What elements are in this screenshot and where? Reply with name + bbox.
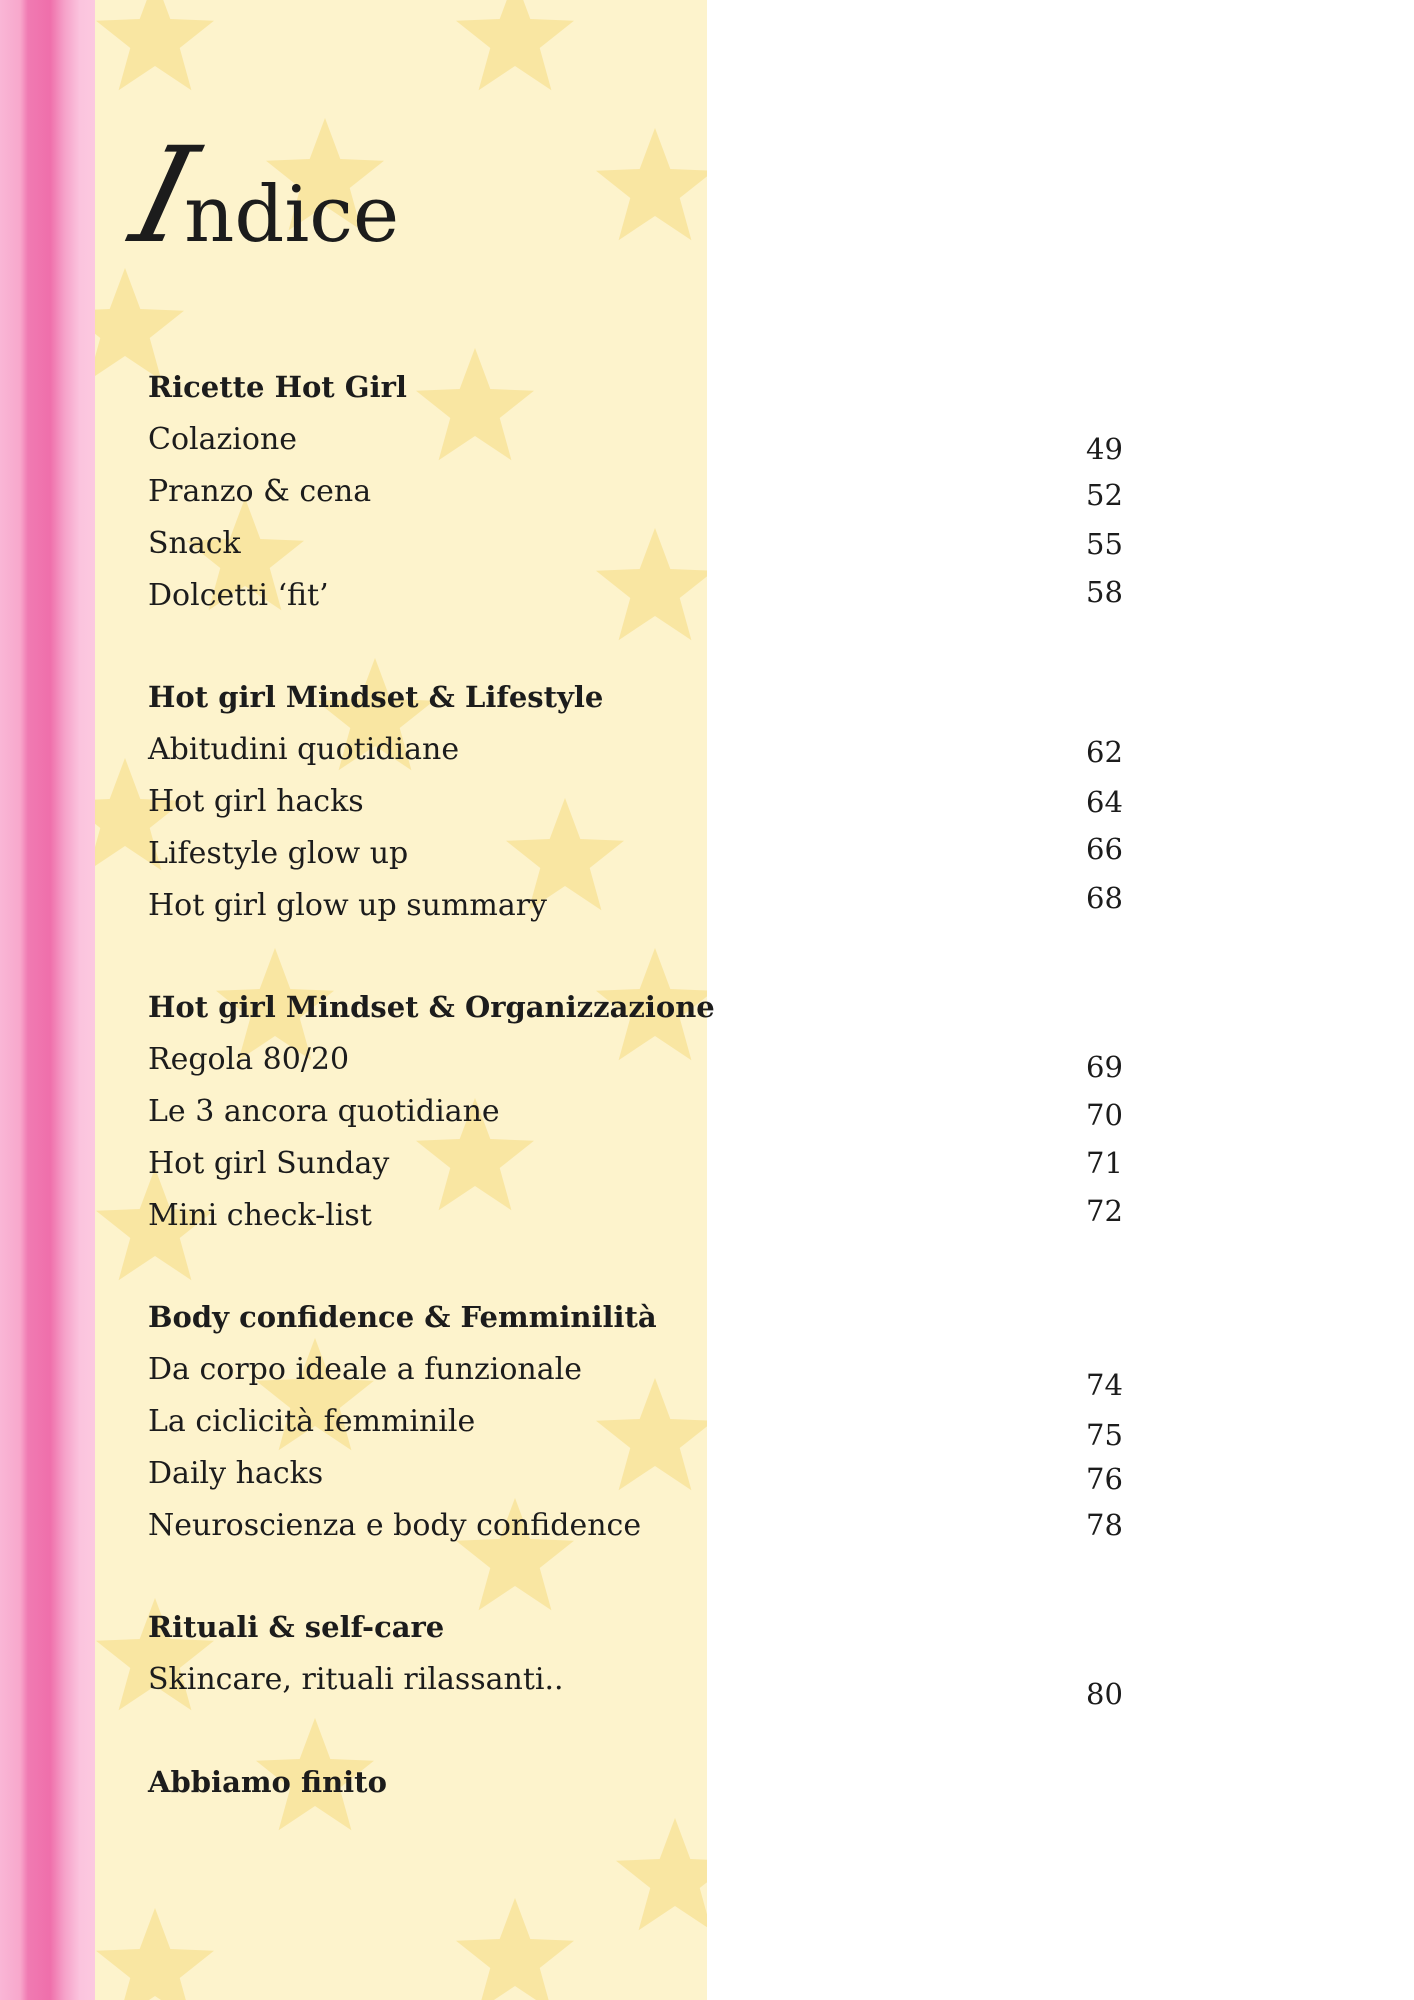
toc-entry-page-number: 72 [1086,1194,1123,1228]
toc-entry-page-number: 68 [1086,881,1123,915]
toc-entry-page-number: 49 [1086,432,1123,466]
table-of-contents [148,0,1148,2000]
toc-entry-label: Pranzo & cena [148,474,372,509]
section-heading: Abbiamo finito [148,1765,387,1799]
title-initial: I [118,119,204,273]
toc-entry-page-number: 64 [1086,785,1123,819]
section-heading: Rituali & self-care [148,1610,445,1644]
toc-entry-page-number: 71 [1086,1146,1123,1180]
toc-entry-page-number: 78 [1086,1508,1123,1542]
toc-entry-page-number: 76 [1086,1462,1123,1496]
toc-entry-page-number: 80 [1086,1677,1123,1711]
toc-entry-label: Hot girl hacks [148,784,364,819]
toc-entry-label: Regola 80/20 [148,1042,350,1077]
section-heading: Hot girl Mindset & Lifestyle [148,680,604,714]
toc-entry-label: Lifestyle glow up [148,836,409,871]
toc-entry-label: Colazione [148,422,298,457]
toc-entry-page-number: 55 [1086,527,1123,561]
section-heading: Body confidence & Femminilità [148,1300,657,1334]
toc-entry-label: Hot girl Sunday [148,1146,390,1181]
toc-entry-label: Daily hacks [148,1456,324,1491]
toc-entry-label: Skincare, rituali rilassanti.. [148,1662,564,1697]
section-heading: Hot girl Mindset & Organizzazione [148,990,715,1024]
toc-entry-page-number: 70 [1086,1098,1123,1132]
toc-entry-page-number: 75 [1086,1418,1123,1452]
pink-stripe-decoration [0,0,95,2000]
toc-entry-label: Mini check-list [148,1198,372,1233]
toc-entry-label: Snack [148,526,241,561]
section-heading: Ricette Hot Girl [148,370,407,404]
title-rest: ndice [184,170,400,260]
toc-entry-label: Abitudini quotidiane [148,732,460,767]
toc-entry-label: Dolcetti ‘fit’ [148,578,329,613]
toc-entry-page-number: 66 [1086,832,1123,866]
toc-entry-label: La ciclicità femminile [148,1404,476,1439]
toc-entry-page-number: 74 [1086,1368,1123,1402]
toc-entry-page-number: 69 [1086,1050,1123,1084]
toc-entry-page-number: 52 [1086,478,1123,512]
toc-entry-label: Neuroscienza e body confidence [148,1508,642,1543]
toc-entry-label: Le 3 ancora quotidiane [148,1094,500,1129]
toc-entry-label: Da corpo ideale a funzionale [148,1352,582,1387]
toc-entry-label: Hot girl glow up summary [148,888,548,923]
toc-entry-page-number: 58 [1086,575,1123,609]
toc-entry-page-number: 62 [1086,735,1123,769]
